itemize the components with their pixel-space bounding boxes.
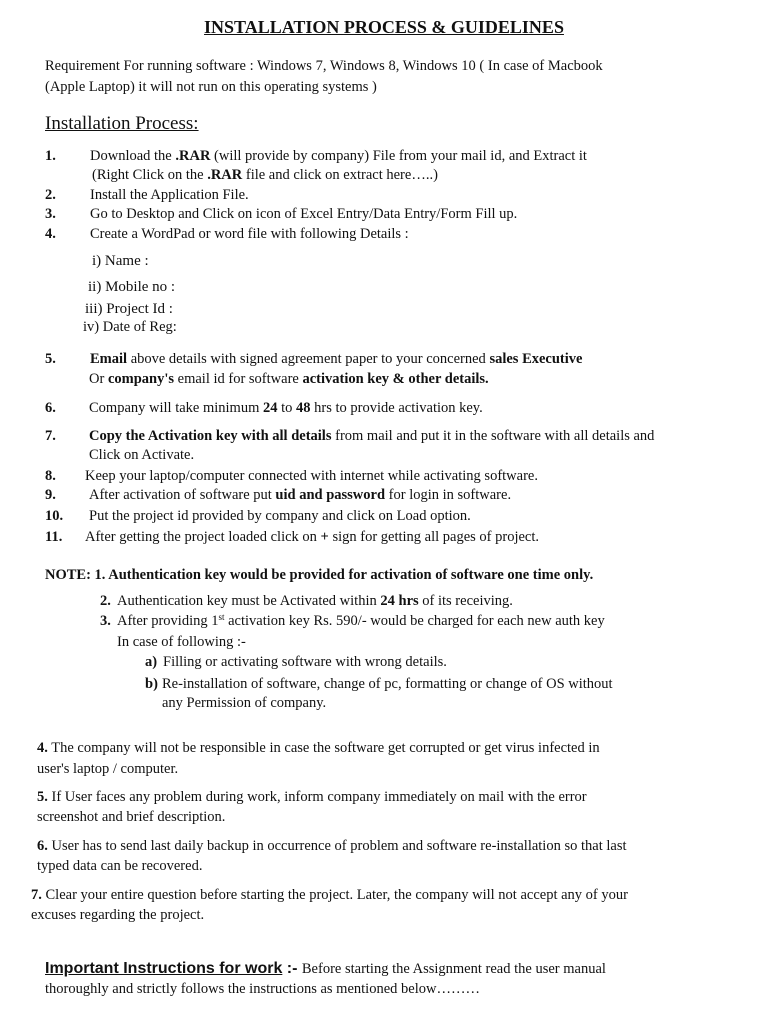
important-instructions: Important Instructions for work :- Before starting the Assignment read the user manual <box>45 960 606 977</box>
point-7-text: 7. Clear your entire question before starting the project. Later, the company will not accept any of your <box>31 887 628 903</box>
note-letter: a) <box>145 654 158 670</box>
step-number: 6. <box>45 400 56 416</box>
detail-name: i) Name : <box>92 253 149 269</box>
step-1-text-line-2: (Right Click on the .RAR file and click on extract here…..) <box>92 167 438 183</box>
detail-date-of-reg: iv) Date of Reg: <box>83 319 177 335</box>
step-10-text: Put the project id provided by company and click on Load option. <box>89 508 471 524</box>
important-instructions-line-2: thoroughly and strictly follows the instructions as mentioned below……… <box>45 981 480 997</box>
note-2-text: Authentication key must be Activated within 24 hrs of its receiving. <box>117 593 513 609</box>
point-6-text-line-2: typed data can be recovered. <box>37 858 203 874</box>
detail-mobile: ii) Mobile no : <box>88 279 176 295</box>
step-number: 10. <box>45 508 64 524</box>
step-5-text: Email above details with signed agreement paper to your concerned sales Executive <box>90 351 583 367</box>
step-11-text: After getting the project loaded click on + sign for getting all pages of project. <box>85 529 540 545</box>
step-2-text: Install the Application File. <box>90 187 249 203</box>
point-4-text-line-2: user's laptop / computer. <box>37 761 179 777</box>
note-letter: b) <box>145 676 158 692</box>
step-number: 9. <box>45 487 56 503</box>
note-b-text-line-2: any Permission of company. <box>162 695 327 711</box>
note-number: 2. <box>100 593 111 609</box>
step-number: 2. <box>45 187 56 203</box>
point-6-text: 6. User has to send last daily backup in occurrence of problem and software re-installation so that last <box>37 838 627 854</box>
step-7-text: Copy the Activation key with all details from mail and put it in the software with all details and <box>89 428 655 444</box>
installation-heading: Installation Process: <box>45 113 199 134</box>
step-number: 8. <box>45 468 56 484</box>
step-5-text-line-2: Or company's email id for software activation key & other details. <box>89 371 489 387</box>
note-3-text-line-2: In case of following :- <box>117 634 246 650</box>
page-title: INSTALLATION PROCESS & GUIDELINES <box>204 17 564 37</box>
step-number: 7. <box>45 428 56 444</box>
step-8-text: Keep your laptop/computer connected with internet while activating software. <box>85 468 538 484</box>
step-1-text: Download the .RAR (will provide by company) File from your mail id, and Extract it <box>90 148 587 164</box>
note-heading: NOTE: 1. Authentication key would be provided for activation of software one time only. <box>45 567 594 583</box>
step-9-text: After activation of software put uid and password for login in software. <box>89 487 512 503</box>
note-b-text: Re-installation of software, change of pc, formatting or change of OS without <box>162 676 613 692</box>
point-5-text: 5. If User faces any problem during work, inform company immediately on mail with the error <box>37 789 587 805</box>
step-6-text: Company will take minimum 24 to 48 hrs to provide activation key. <box>89 400 483 416</box>
step-3-text: Go to Desktop and Click on icon of Excel Entry/Data Entry/Form Fill up. <box>90 206 518 222</box>
step-number: 11. <box>45 529 63 545</box>
detail-project-id: iii) Project Id : <box>85 301 173 317</box>
note-3-text: After providing 1st activation key Rs. 590/- would be charged for each new auth key <box>117 612 605 629</box>
step-number: 3. <box>45 206 56 222</box>
step-number: 1. <box>45 148 56 164</box>
step-4-text: Create a WordPad or word file with following Details : <box>90 226 409 242</box>
step-number: 4. <box>45 226 56 242</box>
requirement-line-1: Requirement For running software : Windows 7, Windows 8, Windows 10 ( In case of Macbook <box>45 58 603 74</box>
note-a-text: Filling or activating software with wrong details. <box>163 654 447 670</box>
point-7-text-line-2: excuses regarding the project. <box>31 907 205 923</box>
step-number: 5. <box>45 351 56 367</box>
step-7-text-line-2: Click on Activate. <box>89 447 195 463</box>
requirement-line-2: (Apple Laptop) it will not run on this operating systems ) <box>45 79 377 95</box>
note-number: 3. <box>100 613 111 629</box>
point-5-text-line-2: screenshot and brief description. <box>37 809 226 825</box>
point-4-text: 4. The company will not be responsible in case the software get corrupted or get virus infected in <box>37 740 600 756</box>
